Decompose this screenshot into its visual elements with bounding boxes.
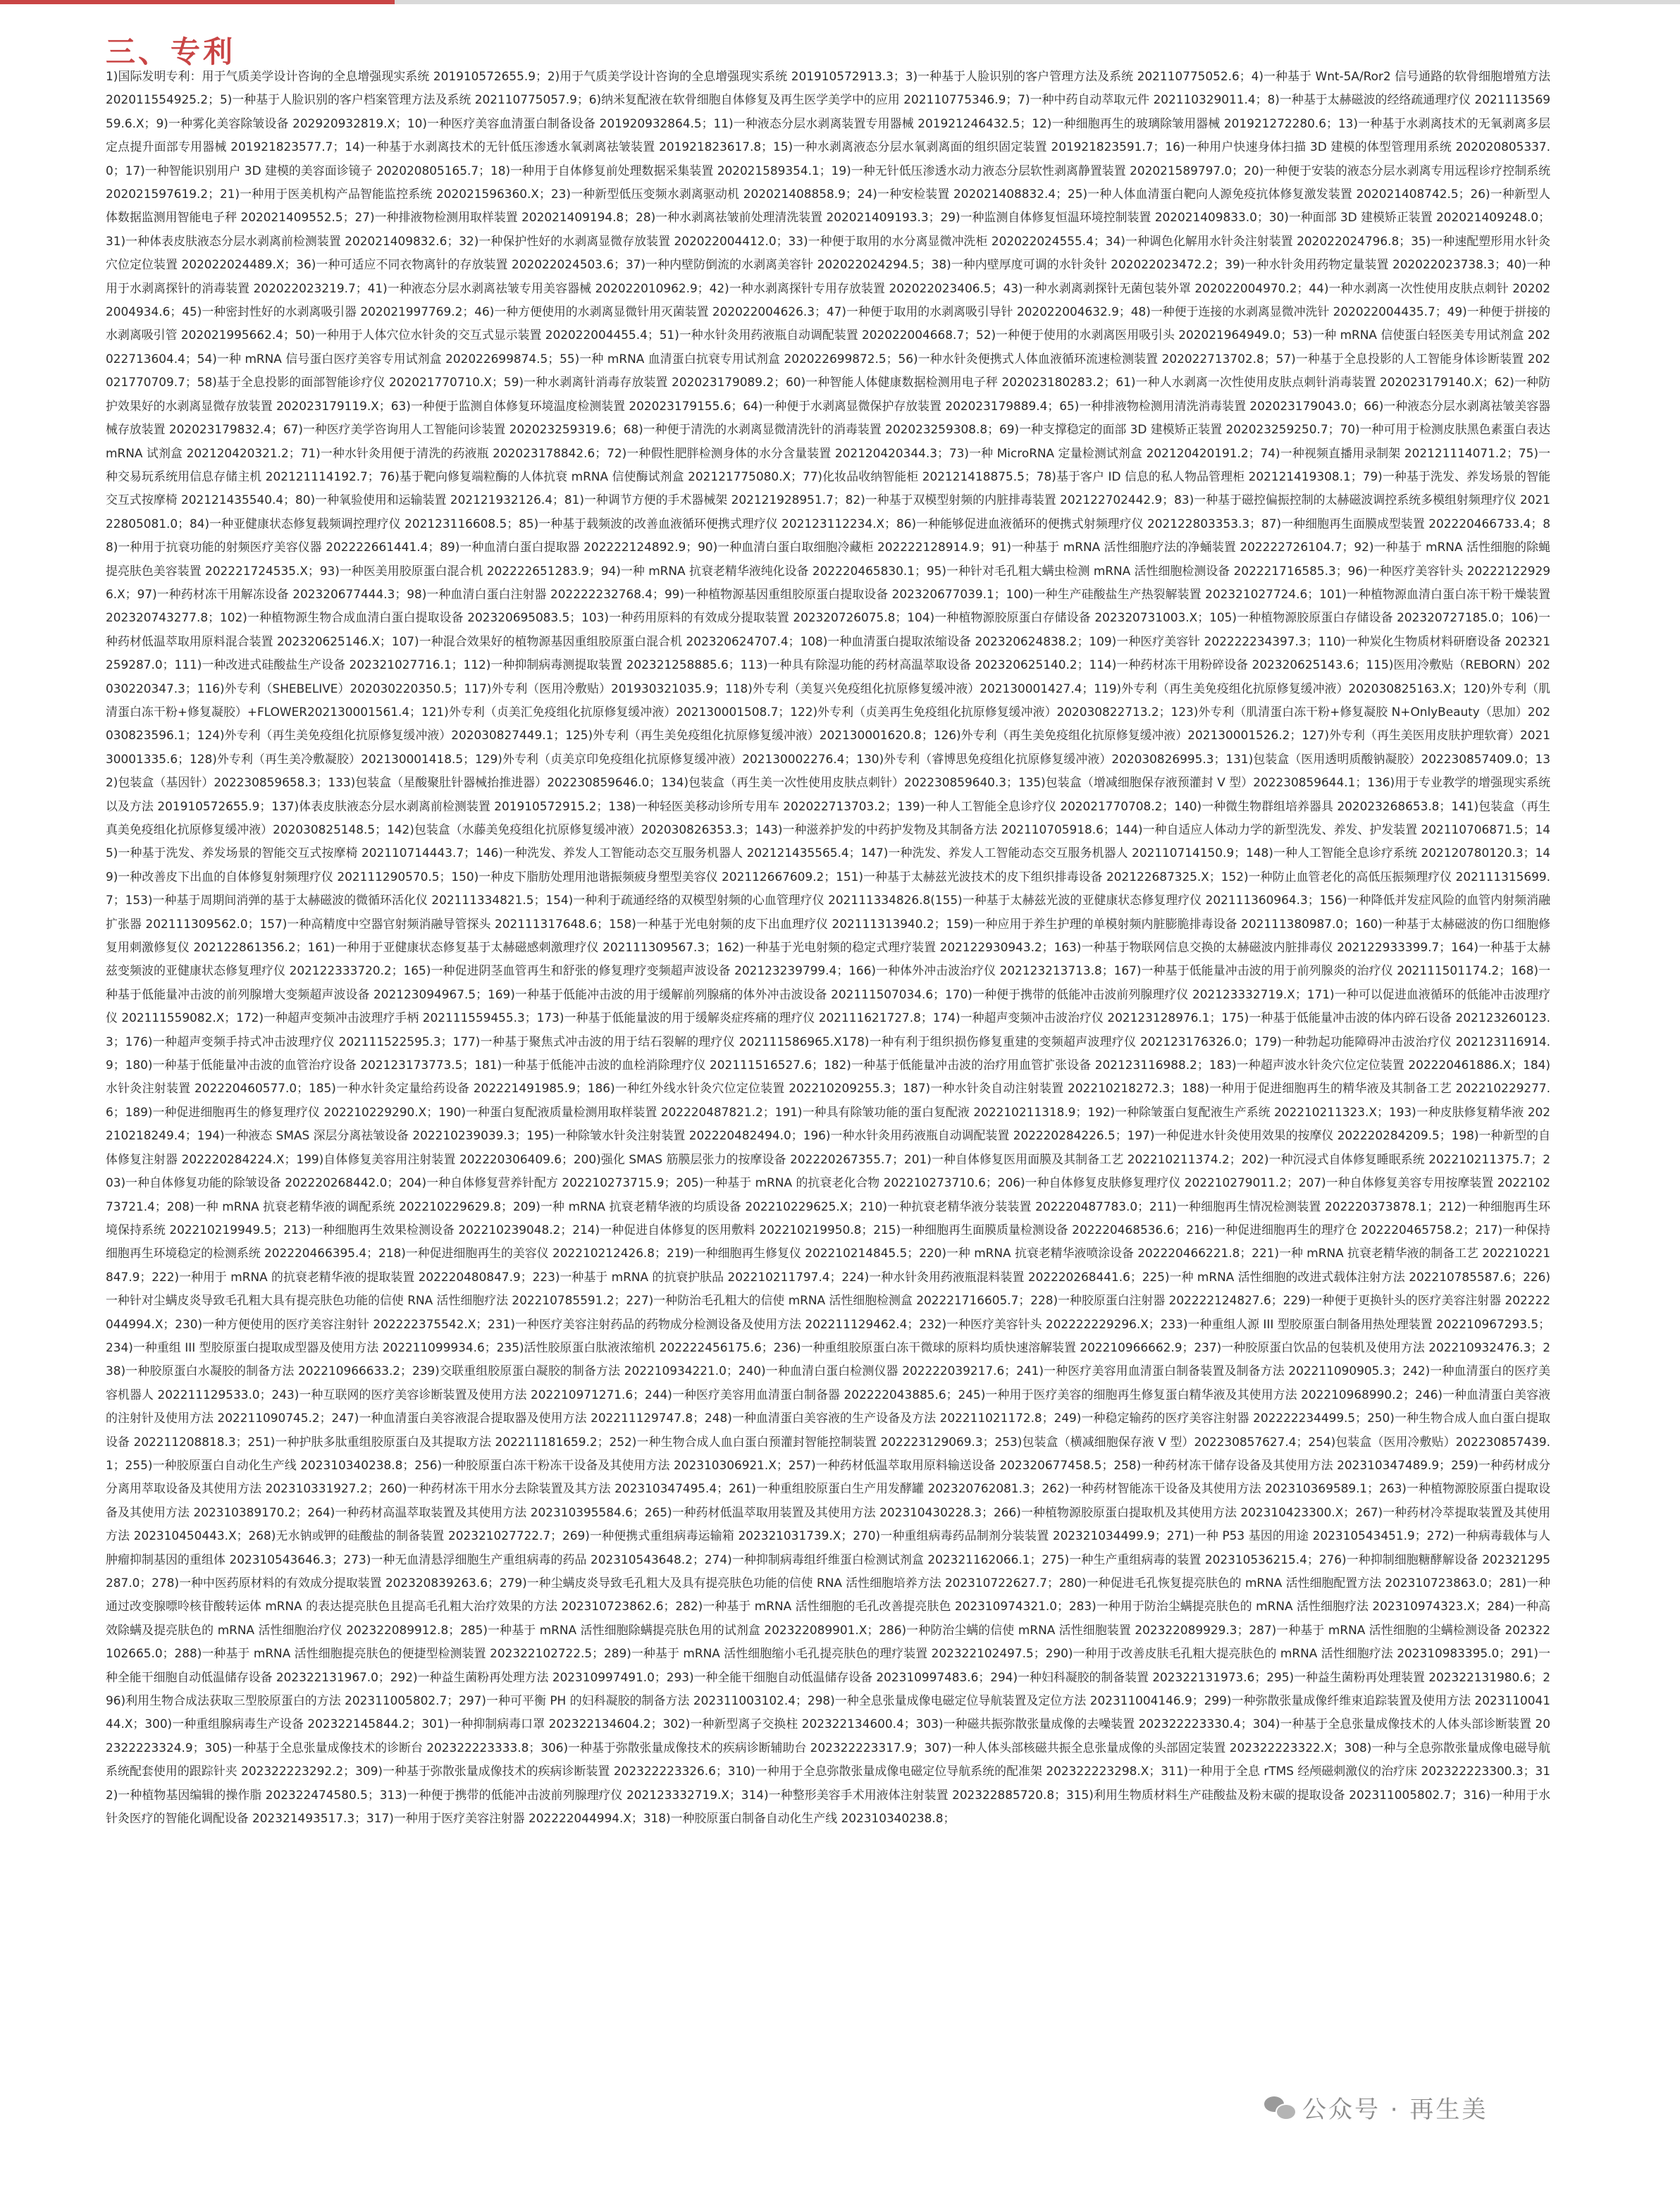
watermark-label: 公众号 · 再生美 xyxy=(1302,2095,1488,2124)
section-title: 三、专利 xyxy=(106,35,236,70)
patent-list-paragraph: 1)国际发明专利：用于气质美学设计咨询的全息增强现实系统 201910572655.9；2)用于气质美学设计咨询的全息增强现实系统 201910572913.3；3)一种基于人脸识别的客户管理方法及系统 202110775052.6；4)一种基于 Wnt-5A/Ror2 信号通路的软骨细胞增殖方法 202011554925.2；5)一种基于人脸识别的客户档案管理方法及系统 202110775057.9；6)纳米复配液在软骨细胞自体修复及再生医学美学中的应用 202110775346.9；7)一种中药自动萃取元件 202110329011.4；8)一种基于太赫磁波的经络疏通理疗仪 202111356959.6.X；9)一种雾化美容除皱设备 202920932819.X；10)一种医疗美容血清蛋白制备设备 201920932864.5；11)一种液态分层水剥离装置专用器械 201921246432.5；12)一种细胞再生的玻璃除皱用器械 201921272280.6；13)一种基于水剥离技术的无氧剥离多层定点提升面部专用器械 201921823577.7；14)一种基于水剥离技术的无针低压渗透水氧剥离祛皱装置 201921823617.8；15)一种水剥离液态分层水氧剥离面的组织固定装置 201921823591.7；16)一种用户快速身体扫描 3D 建模的体型管理用系统 202020805337.0；17)一种智能识别用户 3D 建模的美容面诊镜子 202020805165.7；18)一种用于自体修复前处理数据采集装置 202021589354.1；19)一种无针低压渗透水动力液态分层软性剥离静置装置 202021589797.0；20)一种便于安装的液态分层水剥离专用远程诊疗控制系统 202021597619.2；21)一种用于医美机构产品智能监控系统 202021596360.X；23)一种新型低压变频水剥离驱动机 202021408858.9；24)一种安检装置 202021408832.4；25)一种人体血清蛋白靶向人源免疫抗体修复激发装置 202021408742.5；26)一种新型人体数据监测用智能电子秤 202021409552.5；27)一种排液物检测用取样装置 202021409194.8；28)一种水剥离祛皱前处理清洗装置 202021409193.3；29)一种监测自体修复恒温环境控制装置 202021409833.0；30)一种面部 3D 建模矫正装置 202021409248.0；31)一种体表皮肤液态分层水剥离前检测装置 202021409832.6；32)一种保护性好的水剥离显微存放装置 202022004412.0；33)一种便于取用的水分离显微冲洗柜 202022024555.4；34)一种调色化解用水针灸注射装置 202022024796.8；35)一种速配塑形用水针灸穴位定位装置 202022024489.X；36)一种可适应不同衣物离针的存放装置 202022024503.6；37)一种内壁防倒流的水剥离美容针 202022024294.5；38)一种内壁厚度可调的水针灸针 202022023472.2；39)一种水针灸用药物定量装置 202022023738.3；40)一种用于水剥离探针的消毒装置 202022023219.7；41)一种液态分层水剥离祛皱专用美容器械 202022010962.9；42)一种水剥离探针专用存放装置 202022023406.5；43)一种水剥离剥探针无菌包装外罩 202022004970.2；44)一种水剥离一次性使用皮肤点刺针 202022004934.6；45)一种密封性好的水剥离吸引器 202021997769.2；46)一种方便使用的水剥离显微针用灭菌装置 202022004626.3；47)一种便于取用的水剥离吸引导针 202022004632.9；48)一种便于连接的水剥离显微冲洗针 202022004435.7；49)一种便于拼接的水剥离吸引管 202021995662.4；50)一种用于人体穴位水针灸的交互式显示装置 202022004455.4；51)一种水针灸用药液瓶自动调配装置 202022004668.7；52)一种便于使用的水剥离医用吸引头 202021964949.0；53)一种 mRNA 信使蛋白轻医美专用试剂盒 202022713604.4；54)一种 mRNA 信号蛋白医疗美容专用试剂盒 202022699874.5；55)一种 mRNA 血清蛋白抗衰专用试剂盒 202022699872.5；56)一种水针灸便携式人体血液循环流速检测装置 202022713702.8；57)一种基于全息投影的人工智能身体诊断装置 202021770709.7；58)基于全息投影的面部智能诊疗仪 202021770710.X；59)一种水剥离针消毒存放装置 202023179089.2；60)一种智能人体健康数据检测用电子秤 202023180283.2；61)一种人水剥离一次性使用皮肤点刺针消毒装置 202023179140.X；62)一种防护效果好的水剥离显微存放装置 202023179119.X；63)一种便于监测自体修复环境温度检测装置 202023179155.6；64)一种便于水剥离显微保护存放装置 202023179889.4；65)一种排液物检测用清洗消毒装置 202023179043.0；66)一种液态分层水剥离祛皱美容器械存放装置 202023179832.4；67)一种医疗美学咨询用人工智能问诊装置 202023259319.6；68)一种便于清洗的水剥离显微清洗针的消毒装置 202023259308.8；69)一种支撑稳定的面部 3D 建模矫正装置 202023259250.7；70)一种可用于检测皮肤黑色素蛋白表达 mRNA 试剂盒 202120420321.2；71)一种水针灸用便于清洗的药液瓶 202023178842.6；72)一种假性肥胖检测身体的水分含量装置 202120420344.3；73)一种 MicroRNA 定量检测试剂盒 202120420191.2；74)一种视频直播用录制架 202121114071.2；75)一种交易玩系统用信息存储主机 202121114192.7；76)基于靶向修复端粒酶的人体抗衰 mRNA 信使酶试剂盒 202121775080.X；77)化妆品收纳智能柜 202121418875.5；78)基于客户 ID 信息的私人物品管理柜 202121419308.1；79)一种基于洗发、养发场景的智能交互式按摩椅 202121435540.4；80)一种氧验使用和运输装置 202121932126.4；81)一种调节方便的手术器械架 202121928951.7；82)一种基于双模型射频的内脏排毒装置 202122702442.9；83)一种基于磁控偏振控制的太赫磁波调控系统多模组射频理疗仪 202122805081.0；84)一种亚健康状态修复载频调控理疗仪 202123116608.5；85)一种基于载频波的改善血液循环便携式理疗仪 202123112234.X；86)一种能够促进血液循环的便携式射频理疗仪 202122803353.3；87)一种细胞再生面膜成型装置 202220466733.4；88)一种用于抗衰功能的射频医疗美容仪器 202222661441.4；89)一种血清白蛋白提取器 202222124892.9；90)一种血清白蛋白取细胞冷藏柜 202222128914.9；91)一种基于 mRNA 活性细胞疗法的净蛹装置 202222726104.7；92)一种基于 mRNA 活性细胞的除蝇提亮肤色美容装置 202221724535.X；93)一种医美用胶原蛋白混合机 202222651283.9；94)一种 mRNA 抗衰老精华液纯化设备 202220465830.1；95)一种针对毛孔粗大螨虫检测 mRNA 活性细胞检测设备 202221716585.3；96)一种医疗美容针头 202221229296.X；97)一种药材冻干用解冻设备 202320677444.3；98)一种血清白蛋白注射器 202222232768.4；99)一种植物源基因重组胶原蛋白提取设备 202320677039.1；100)一种生产硅酸盐生产热裂解装置 202321027724.6；101)一种植物源血清白蛋白冻干粉干燥装置 202320743277.8；102)一种植物源生物合成血清白蛋白提取设备 202320695083.5；103)一种药用原料的有效成分提取装置 202320726075.8；104)一种植物源胶原蛋白存储设备 202320731003.X；105)一种植物源胶原蛋白存储设备 202320727185.0；106)一种药材低温萃取用原料混合装置 202320625146.X；107)一种混合效果好的植物源基因重组胶原蛋白混合机 202320624707.4；108)一种血清蛋白提取浓缩设备 202320624838.2；109)一种医疗美容针 202222234397.3；110)一种炭化生物质材料研磨设备 202321259287.0；111)一种改进式硅酸盐生产设备 202321027716.1；112)一种抑制病毒测提取装置 202321258885.6；113)一种具有除湿功能的药材高温萃取设备 202320625140.2；114)一种药材冻干用粉碎设备 202320625143.6；115)医用冷敷贴（REBORN）202030220347.3；116)外专利（SHEBELIVE）202030220350.5；117)外专利（医用冷敷贴）201930321035.9；118)外专利（美复兴免疫组化抗原修复缓冲液）202130001427.4；119)外专利（再生美免疫组化抗原修复缓冲液）202030825163.X；120)外专利（肌清蛋白冻干粉+修复凝胶）+FLOWER202130001561.4；121)外专利（贞美汇免疫组化抗原修复缓冲液）202130001508.7；122)外专利（贞美再生免疫组化抗原修复缓冲液）202030822713.2；123)外专利（肌清蛋白冻干粉+修复凝胶 N+OnlyBeauty（思加）202030823596.1；124)外专利（再生美免疫组化抗原修复缓冲液）202030827449.1；125)外专利（再生美免疫组化抗原修复缓冲液）202130001620.8；126)外专利（再生美免疫组化抗原修复缓冲液）202130001526.2；127)外专利（再生美医用皮肤护理软膏）202130001335.6；128)外专利（再生美冷敷凝胶）202130001418.5；129)外专利（贞美京印免疫组化抗原修复缓冲液）202130002276.4；130)外专利（睿博思免疫组化抗原修复缓冲液）202030826995.3；131)包装盒（医用透明质酸钠凝胶）202230857409.0；132)包装盒（基因针）202230859658.3；133)包装盒（星酸聚肚针器械抬推进器）202230859646.0；134)包装盒（再生美一次性使用皮肤点刺针）202230859640.3；135)包装盒（增减细胞保存液预灌封 V 型）202230859644.1；136)用于专业教学的增强现实系统以及方法 201910572655.9；137)体表皮肤液态分层水剥离前检测装置 201910572915.2；138)一种轻医美移动诊所专用车 202022713703.2；139)一种人工智能全息诊疗仪 202021770708.2；140)一种微生物群组培养器具 202023268653.8；141)包装盒（再生真美免疫组化抗原修复缓冲液）202030825148.5；142)包装盒（水藤美免疫组化抗原修复缓冲液）202030826353.3；143)一种滋养护发的中药护发物及其制备方法 202110705918.6；144)一种自适应人体动力学的新型洗发、养发、护发装置 202110706871.5；145)一种基于洗发、养发场景的智能交互式按摩椅 202110714443.7；146)一种洗发、养发人工智能动态交互服务机器人 202121435565.4；147)一种洗发、养发人工智能动态交互服务机器人 202110714150.9；148)一种人工智能全息诊疗系统 202120780120.3；149)一种改善皮下出血的自体修复射频理疗仪 202111290570.5；150)一种皮下脂肪处理用池谐振频疲身塑型美容仪 202112667609.2；151)一种基于太赫兹光波技术的皮下组织排毒设备 202122687325.X；152)一种防止血管老化的高低压振频理疗仪 202111315699.7；153)一种基于周期间消弹的基于太赫磁波的微循环活化仪 202111334821.5；154)一种利于疏通经络的双模型射频的心血管理疗仪 202111334826.8(155)一种基于太赫兹光波的亚健康状态修复理疗仪 202111360964.3；156)一种降低并发症风险的血管内射频消融扩张器 202111309562.0；157)一种高精度中空器官射频消融导管探头 202111317648.6；158)一种基于光电射频的皮下出血理疗仪 202111313940.2；159)一种应用于养生护理的单模射频内脏膨脆排毒设备 202111380987.0；160)一种基于太赫磁波的伤口细胞修复用刺激修复仪 202122861356.2；161)一种用于亚健康状态修复基于太赫磁感刺激理疗仪 202111309567.3；162)一种基于光电射频的稳定式理疗装置 202122930943.2；163)一种基于物联网信息交换的太赫磁波内脏排毒仪 202122933399.7；164)一种基于太赫兹变频波的亚健康状态修复理疗仪 202122333720.2；165)一种促进阴茎血管再生和舒张的修复理疗变频超声波设备 202123239799.4；166)一种体外冲击波治疗仪 202123213713.8；167)一种基于低能量冲击波的用于前列腺炎的治疗仪 202111501174.2；168)一种基于低能量冲击波的前列腺增大变频超声波设备 202123094967.5；169)一种基于低能冲击波的用于缓解前列腺痛的体外冲击波设备 202111507034.6；170)一种便于携带的低能冲击波前列腺理疗仪 202123332719.X；171)一种可以促进血液循环的低能冲击波理疗仪 202111559082.X；172)一种超声变频冲击波理疗手柄 202111559455.3；173)一种基于低能量波的用于缓解炎症疼痛的理疗仪 202111621727.8；174)一种超声变频冲击波治疗仪 202123128976.1；175)一种基于低能量冲击波的体内碎石设备 202123260123.3；176)一种超声变频手持式冲击波理疗仪 202111522595.3；177)一种基于聚焦式冲击波的用于结石裂解的理疗仪 202111586965.X178)一种有利于组织损伤修复重建的变频超声波理疗仪 202123176326.0；179)一种勃起功能障碍冲击波治疗仪 202123116914.9；180)一种基于低能量冲击波的血管治疗设备 202123173773.5；181)一种基于低能冲击波的血栓消除理疗仪 202111516527.6；182)一种基于低能量冲击波的治疗用血管扩张设备 202123116988.2；183)一种超声波水针灸穴位定位装置 202220461886.X；184)水针灸注射装置 202220460577.0；185)一种水针灸定量给药设备 202221491985.9；186)一种红外线水针灸穴位定位装置 202210209255.3；187)一种水针灸自动注射装置 202210218272.3；188)一种用于促进细胞再生的精华液及其制备工艺 202210229277.6；189)一种促进细胞再生的修复理疗仪 202210229290.X；190)一种蛋白复配液质量检测用取样装置 202220487821.2；191)一种具有除皱功能的蛋白复配液 202210211318.9；192)一种除皱蛋白复配液生产系统 202210211323.X；193)一种皮肤修复精华液 202210218249.4；194)一种液态 SMAS 深层分离祛皱设备 202210239039.3；195)一种除皱水针灸注射装置 202220482494.0；196)一种水针灸用药液瓶自动调配装置 202220284226.5；197)一种促进水针灸使用效果的按摩仪 202220284209.5；198)一种新型的自体修复注射器 202220284224.X；199)自体修复美容用注射装置 202220306409.6；200)强化 SMAS 筋膜层张力的按摩设备 202220267355.7；201)一种自体修复医用面膜及其制备工艺 202210211374.2；202)一种沉浸式自体修复睡眠系统 202210211375.7；203)一种自体修复功能的除皱设备 202220268442.0；204)一种自体修复营养针配方 202210273715.9；205)一种基于 mRNA 的抗衰老化合物 202210273710.6；206)一种自体修复皮肤修复理疗仪 202210279011.2；207)一种自体修复美容专用按摩装置 202210273721.4；208)一种 mRNA 抗衰老精华液的调配系统 202210229629.8；209)一种 mRNA 抗衰老精华液的均质设备 202210229625.X；210)一种抗衰老精华液分装装置 202220487783.0；211)一种细胞再生情况检测装置 202220373878.1；212)一种细胞再生环境保持系统 202210219949.5；213)一种细胞再生效果检测设备 202210239048.2；214)一种促进自体修复的医用敷料 202210219950.8；215)一种细胞再生面膜质量检测设备 202220468536.6；216)一种促进细胞再生的理疗仓 202220465758.2；217)一种保持细胞再生环境稳定的检测系统 202220466395.4；218)一种促进细胞再生的美容仪 202210212426.8；219)一种细胞再生修复仪 202210214845.5；220)一种 mRNA 抗衰老精华液喷涂设备 202220466221.8；221)一种 mRNA 抗衰老精华液的制备工艺 202210221847.9；222)一种用于 mRNA 的抗衰老精华液的提取装置 202220480847.9；223)一种基于 mRNA 的抗衰护肤品 202210211797.4；224)一种水针灸用药液瓶混料装置 202220268441.6；225)一种 mRNA 活性细胞的改进式载体注射方法 202210785587.6；226)一种针对尘螨皮炎导致毛孔粗大具有提亮肤色功能的信使 RNA 活性细胞疗法 202210785591.2；227)一种防治毛孔粗大的信使 mRNA 活性细胞检测盒 202221716605.7；228)一种胶原蛋白注射器 202222124827.6；229)一种便于更换针头的医疗美容注射器 202222044994.X；230)一种方便使用的医疗美容注射针 202222375542.X；231)一种医疗美容注射药品的药物成分检测设备及使用方法 202211129462.4；232)一种医疗美容针头 202222229296.X；233)一种重组人源 III 型胶原蛋白制备用热处理装置 202210967293.5；234)一种重组 III 型胶原蛋白提取成型器及使用方法 202211099934.6；235)活性胶原蛋白肽液浓缩机 202222456175.6；236)一种重组胶原蛋白冻干微球的原料均质快速溶解装置 202210966662.9；237)一种胶原蛋白饮品的包装机及使用方法 202210932476.3；238)一种胶原蛋白水凝胶的制备方法 202210966633.2；239)交联重组胶原蛋白凝胶的制备方法 202210934221.0；240)一种血清白蛋白检测仪器 202222039217.6；241)一种医疗美容用血清蛋白制备装置及制备方法 202211090905.3；242)一种血清蛋白的医疗美容机器人 202211129533.0；243)一种互联网的医疗美容诊断装置及使用方法 202210971271.6；244)一种医疗美容用血清蛋白制备器 202222043885.6；245)一种用于医疗美容的细胞再生修复蛋白精华液及其使用方法 202210968990.2；246)一种血清蛋白美容液的注射针及使用方法 202211090745.2；247)一种血清蛋白美容液混合提取器及使用方法 202211129747.8；248)一种血清蛋白美容液的生产设备及方法 202211021172.8；249)一种稳定输药的医疗美容注射器 202222234499.5；250)一种生物合成人血白蛋白提取设备 202211208818.3；251)一种护肤多肽重组胶原蛋白及其提取方法 202211181659.2；252)一种生物合成人血白蛋白预灌封智能控制装置 202223129069.3；253)包装盒（横减细胞保存液 V 型）202230857627.4；254)包装盒（医用冷敷贴）202230857439.1；255)一种胶原蛋白自动化生产线 202310340238.8；256)一种胶原蛋白冻干粉冻干设备及其使用方法 202310306921.X；257)一种药材低温萃取用原料输送设备 202320677458.5；258)一种药材冻干储存设备及其使用方法 202310347489.9；259)一种药材成分分离用萃取设备及其使用方法 202310331927.2；260)一种药材冻干用水分去除装置及其方法 202310347495.4；261)一种重组胶原蛋白生产用发酵罐 202320762081.3；262)一种药材智能冻干设备及其使用方法 202310369589.1；263)一种植物源胶原蛋白提取设备及其使用方法 202310389170.2；264)一种药材高温萃取装置及其使用方法 202310395584.6；265)一种药材低温萃取用装置及其使用方法 202310430228.3；266)一种植物源胶原蛋白提取机及其使用方法 202310423300.X；267)一种药材冷萃提取装置及其使用方法 202310450443.X；268)无水钠或钾的硅酸盐的制备装置 202321027722.7；269)一种便携式重组病毒运输箱 202321031739.X；270)一种重组病毒药品制剂分装装置 202321034499.9；271)一种 P53 基因的用途 202310543451.9；272)一种病毒载体与人肿瘤抑制基因的重组体 202310543646.3；273)一种无血清悬浮细胞生产重组病毒的药品 202310543648.2；274)一种抑制病毒组纤维蛋白检测试剂盒 202321162066.1；275)一种生产重组病毒的装置 202310536215.4；276)一种抑制细胞糖酵解设备 202321295287.0；278)一种中医药原材料的有效成分提取装置 202320839263.6；279)一种尘螨皮炎导致毛孔粗大及具有提亮肤色功能的信使 RNA 活性细胞培养方法 202310722627.7；280)一种促进毛孔恢复提亮肤色的 mRNA 活性细胞配置方法 202310723863.0；281)一种通过改变腺嘌呤核苷酸转运体 mRNA 的表达提亮肤色且提高毛孔粗大治疗效果的方法 202310723862.6；282)一种基于 mRNA 活性细胞的毛孔改善提亮肤色 202310974321.0；283)一种用于防治尘螨提亮肤色的 mRNA 活性细胞疗法 202310974323.X；284)一种高效除螨及提亮肤色的 mRNA 活性细胞治疗仪 202322089912.8；285)一种基于 mRNA 活性细胞除螨提亮肤色用的试剂盒 202322089901.X；286)一种防治尘螨的信使 mRNA 活性细胞装置 202322089929.3；287)一种基于 mRNA 活性细胞的尘螨检测设备 202322102665.0；288)一种基于 mRNA 活性细胞提亮肤色的便捷型检测装置 202322102722.5；289)一种基于 mRNA 活性细胞缩小毛孔提亮肤色的理疗装置 202322102497.5；290)一种用于改善皮肤毛孔粗大提亮肤色的 mRNA 活性细胞疗法 202310983395.0；291)一种全能干细胞自动低温储存设备 202322131967.0；292)一种益生菌粉再处理方法 202310997491.0；293)一种全能干细胞自动低温储存设备 202310997483.6；294)一种妇科凝胶的制备装置 202322131973.6；295)一种益生菌粉再处理装置 202322131980.6；296)利用生物合成法获取三型胶原蛋白的方法 202311005802.7；297)一种可平衡 PH 的妇科凝胶的制备方法 202311003102.4；298)一种全息张量成像电磁定位导航装置及定位方法 202311004146.9；299)一种弥散张量成像纤维束追踪装置及使用方法 202311004144.X；300)一种重组腺病毒生产设备 202322145844.2；301)一种抑制病毒口罩 202322134604.2；302)一种新型离子交换柱 202322134600.4；303)一种磁共振弥散张量成像的去噪装置 202322223330.4；304)一种基于全息张量成像技术的人体头部诊断装置 202322223324.9；305)一种基于全息张量成像技术的诊断台 202322223333.8；306)一种基于弥散张量成像技术的疾病诊断辅助台 202322223317.9；307)一种人体头部核磁共振全息张量成像的头部固定装置 202322223322.X；308)一种与全息弥散张量成像电磁导航系统配套使用的跟踪针夹 202322223292.2；309)一种基于弥散张量成像技术的疾病诊断装置 202322223326.6；310)一种用于全息弥散张量成像电磁定位导航系统的配准架 202322223298.X；311)一种用于全息 rTMS 经颅磁刺激仪的治疗床 202322223300.3；312)一种植物基因编辑的操作脂 202322474580.5；313)一种便于携带的低能冲击波前列腺理疗仪 202123332719.X；314)一种整形美容手术用液体注射装置 202322885720.8；315)利用生物质材料生产硅酸盐及粉末碳的提取设备 202311005802.7；316)一种用于水针灸医疗的智能化调配设备 202321493517.3；317)一种用于医疗美容注射器 202222044994.X；318)一种胶原蛋白制备自动化生产线 202310340238.8； xyxy=(106,69,1550,1826)
top-divider-accent xyxy=(0,0,395,4)
patent-list-section xyxy=(106,65,1550,2165)
wechat-icon xyxy=(1264,2095,1295,2119)
watermark xyxy=(1254,2089,1497,2125)
